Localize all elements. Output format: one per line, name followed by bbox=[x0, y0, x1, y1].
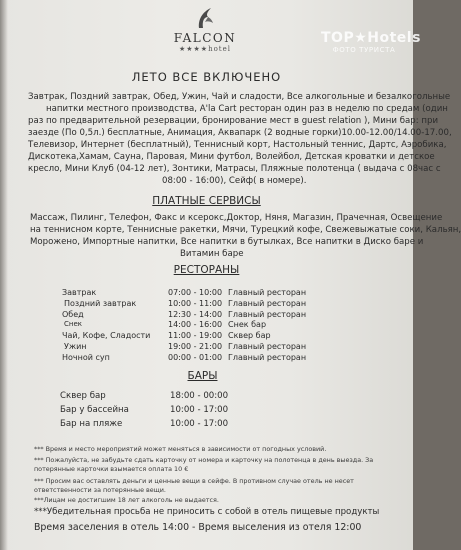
restaurant-name: Поздний завтрак bbox=[64, 299, 137, 308]
bar-time: 10:00 - 17:00 bbox=[170, 405, 229, 415]
paid-line: на теннисном корте, Теннисные ракетки, Мячи, Турецкий кофе, Свежевыжатые соки, Кальян, bbox=[30, 225, 461, 235]
restaurant-name: Ночной суп bbox=[62, 353, 110, 362]
bar-name: Бар на пляже bbox=[60, 419, 123, 429]
page-title: ЛЕТО ВСЕ ВКЛЮЧЕНО bbox=[131, 70, 282, 84]
restaurant-place: Главный ресторан bbox=[228, 288, 307, 297]
included-line: Телевизор, Интернет (бесплатный), Теннисный корт, Настольный теннис, Дартс, Аэробика, bbox=[28, 140, 447, 150]
footnote-line: *** Просим вас оставлять деньги и ценные вещи в сейфе. В противном случае отель не несет bbox=[34, 477, 354, 485]
paid-line: Массаж, Пилинг, Телефон, Факс и ксерокс,Доктор, Няня, Магазин, Прачечная, Освещение bbox=[30, 213, 443, 223]
footnote-line: *** Пожалуйста, не забудьте сдать карточку от номера и карточку на полотенца в день выезда. За bbox=[34, 456, 374, 464]
restaurants-title: РЕСТОРАНЫ bbox=[173, 264, 240, 276]
paid-line: Витамин баре bbox=[180, 249, 244, 259]
restaurant-place: Снек бар bbox=[228, 320, 267, 329]
restaurant-name: Ужин bbox=[64, 342, 87, 351]
bar-name: Бар у бассейна bbox=[60, 405, 129, 415]
restaurant-place: Главный ресторан bbox=[228, 299, 307, 308]
footnote-line: потерянные карточки взымается оплата 10 € bbox=[34, 465, 189, 473]
included-line: напитки местного производства, A'la Cart ресторан один раз в неделю по средам (один bbox=[46, 104, 448, 114]
restaurant-place: Главный ресторан bbox=[228, 310, 307, 319]
restaurant-time: 07:00 - 10:00 bbox=[168, 288, 223, 297]
footnote-line: *** Время и место мероприятий может меняться в зависимости от погодных условий. bbox=[34, 445, 327, 453]
included-line: Дискотека,Хамам, Сауна, Паровая, Мини футбол, Волейбол, Детская кроватки и детское bbox=[28, 152, 435, 162]
bar-time: 18:00 - 00:00 bbox=[170, 391, 229, 401]
restaurant-place: Сквер бар bbox=[228, 331, 271, 340]
paid-services-title: ПЛАТНЫЕ СЕРВИСЫ bbox=[152, 195, 261, 207]
restaurant-time: 00:00 - 01:00 bbox=[168, 353, 223, 362]
restaurant-name: Чай, Кофе, Сладости bbox=[62, 331, 151, 340]
footnote-line: ***Лицам не достигшим 18 лет алкоголь не выдается. bbox=[34, 496, 219, 504]
hotel-stars: ★★★★hotel bbox=[178, 45, 232, 53]
bars-title: БАРЫ bbox=[187, 370, 218, 382]
restaurant-place: Главный ресторан bbox=[228, 353, 307, 362]
footnote-line: ответственности за потерянные вещи. bbox=[34, 486, 166, 494]
restaurant-time: 19:00 - 21:00 bbox=[168, 342, 223, 351]
included-line: 08:00 - 16:00), Сейф( в номере). bbox=[162, 176, 307, 186]
restaurant-time: 12:30 - 14:00 bbox=[168, 310, 223, 319]
restaurant-place: Главный ресторан bbox=[228, 342, 307, 351]
tophotels-watermark: TOP★Hotels ФОТО ТУРИСТА bbox=[321, 30, 421, 54]
included-line: заезде (По 0,5л.) бесплатные, Анимация, Аквапарк (2 водные горки)10.00-12.00/14.00-17.00, bbox=[28, 128, 452, 138]
restaurant-name: Снек bbox=[64, 320, 82, 328]
paid-line: Морожено, Импортные напитки, Все напитки в бутылках, Все напитки в Диско баре и bbox=[30, 237, 424, 247]
food-request-note: ***Убедительная просьба не приносить с собой в отель пищевые продукты bbox=[34, 507, 380, 517]
restaurant-time: 14:00 - 16:00 bbox=[168, 320, 223, 329]
restaurant-time: 11:00 - 19:00 bbox=[168, 331, 223, 340]
included-line: раз по предварительной резервации, бронирование мест в guest relation ), Мини бар: при bbox=[28, 116, 439, 126]
bar-name: Сквер бар bbox=[60, 391, 106, 401]
restaurant-name: Завтрак bbox=[62, 288, 97, 297]
hotel-logo bbox=[150, 6, 260, 53]
included-line: кресло, Мини Клуб (04-12 лет), Зонтики, Матрасы, Пляжные полотенца ( выдача с 08час с bbox=[28, 164, 441, 174]
restaurant-time: 10:00 - 11:00 bbox=[168, 299, 223, 308]
hotel-brand: FALCON bbox=[173, 31, 237, 45]
falcon-icon bbox=[194, 6, 216, 30]
checkin-checkout-times: Время заселения в отель 14:00 - Время выселения из отеля 12:00 bbox=[34, 522, 362, 533]
restaurant-name: Обед bbox=[62, 310, 84, 319]
bar-time: 10:00 - 17:00 bbox=[170, 419, 229, 429]
included-line: Завтрак, Поздний завтрак, Обед, Ужин, Чай и сладости, Все алкогольные и безалкогольные bbox=[28, 92, 451, 102]
